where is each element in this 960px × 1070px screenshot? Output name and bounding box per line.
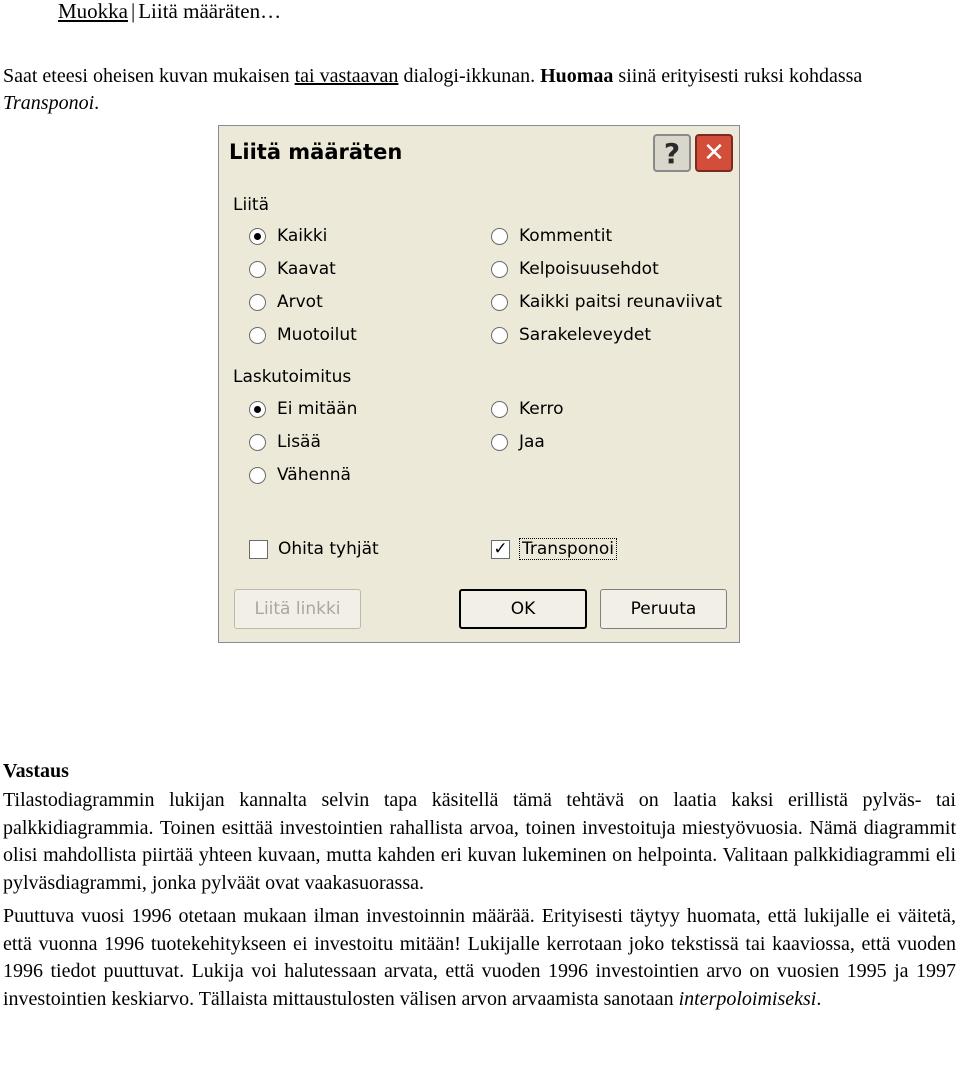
intro-text-3: siinä erityisesti ruksi kohdassa: [613, 65, 863, 87]
radio-divide-label: Jaa: [519, 432, 545, 452]
transpose-checkbox[interactable]: [491, 539, 616, 559]
radio-all-circle[interactable]: [249, 228, 266, 245]
radio-column-widths[interactable]: [491, 325, 651, 345]
radio-formulas[interactable]: [249, 259, 336, 279]
paste-link-button[interactable]: Liitä linkki: [234, 589, 361, 629]
close-x-icon[interactable]: ✕: [695, 134, 733, 172]
radio-column-widths-circle[interactable]: [491, 327, 508, 344]
menu-paste-special: Liitä määräten…: [138, 0, 282, 23]
radio-all-label: Kaikki: [277, 226, 328, 246]
cancel-button[interactable]: Peruuta: [600, 589, 727, 629]
radio-comments[interactable]: [491, 226, 612, 246]
radio-formats-label: Muotoilut: [277, 325, 357, 345]
radio-formulas-label: Kaavat: [277, 259, 336, 279]
radio-add[interactable]: [249, 432, 321, 452]
ok-button[interactable]: OK: [459, 589, 587, 629]
radio-column-widths-label: Sarakeleveydet: [519, 325, 651, 345]
radio-multiply-circle[interactable]: [491, 401, 508, 418]
radio-subtract-circle[interactable]: [249, 467, 266, 484]
radio-none[interactable]: [249, 399, 357, 419]
paste-group-label: Liitä: [233, 195, 270, 215]
intro-bold: Huomaa: [540, 65, 614, 87]
radio-formulas-circle[interactable]: [249, 261, 266, 278]
radio-subtract-label: Vähennä: [277, 465, 351, 485]
radio-multiply[interactable]: [491, 399, 563, 419]
radio-comments-label: Kommentit: [519, 226, 613, 246]
radio-formats[interactable]: [249, 325, 357, 345]
answer-paragraph-2-italic: interpoloimiseksi: [678, 987, 817, 1010]
dialog-titlebar: [219, 126, 739, 182]
radio-values-label: Arvot: [277, 292, 323, 312]
radio-values[interactable]: [249, 292, 323, 312]
skip-blanks-label: Ohita tyhjät: [278, 539, 379, 559]
radio-validation-label: Kelpoisuusehdot: [519, 259, 659, 279]
radio-multiply-label: Kerro: [519, 399, 564, 419]
dialog-title: Liitä määräten: [229, 140, 403, 164]
answer-section: [3, 760, 956, 1019]
paste-special-dialog: [218, 125, 740, 643]
menu-edit: Muokka: [58, 0, 128, 23]
intro-underlined: tai vastaavan: [294, 65, 399, 87]
intro-text-1: Saat eteesi oheisen kuvan mukaisen: [3, 65, 295, 87]
intro-text-2: dialogi-ikkunan.: [398, 65, 541, 87]
skip-blanks-checkbox[interactable]: [249, 539, 379, 559]
skip-blanks-box[interactable]: [249, 540, 268, 559]
radio-none-circle[interactable]: [249, 401, 266, 418]
answer-paragraph-1: Tilastodiagrammin lukijan kannalta selvin tapa käsitellä tämä tehtävä on laatia kaksi erillistä pylväs- tai palkkidiagrammia. Toinen esittää investointien rahallista arvoa, toinen investoituja miestyövuosia. Nämä diagrammit olisi mahdollista piirtää yhteen kuvaan, mutta kahden eri kuvan lukeminen on helpointa. Valitaan palkkidiagrammi eli pylväsdiagrammi, jonka pylväät ovat vaakasuorassa.: [3, 789, 956, 894]
radio-all-except-borders-label: Kaikki paitsi reunaviivat: [519, 292, 723, 312]
intro-italic: Transponoi: [3, 92, 95, 114]
radio-none-label: Ei mitään: [277, 399, 358, 419]
intro-paragraph: [3, 63, 953, 117]
answer-paragraph-2: [3, 903, 956, 1013]
intro-text-4: .: [94, 92, 100, 114]
radio-values-circle[interactable]: [249, 294, 266, 311]
radio-validation[interactable]: [491, 259, 659, 279]
answer-paragraph-2-end: .: [816, 987, 822, 1010]
transpose-box[interactable]: ✓: [491, 540, 510, 559]
radio-divide-circle[interactable]: [491, 434, 508, 451]
operation-group-label: Laskutoimitus: [233, 367, 352, 387]
radio-all-except-borders[interactable]: [491, 292, 722, 312]
answer-paragraph-2-text: Puuttuva vuosi 1996 otetaan mukaan ilman investoinnin määrää. Erityisesti täytyy huomata, että lukijalle ei väitetä, että vuonna 1996 tuotekehitykseen ei investoitu mitään! Lukijalle kerrotaan joko tekstissä tai kaaviossa, että vuoden 1996 tiedot puuttuvat. Lukija voi halutessaan arvata, että vuoden 1996 investointien arvo on vuosien 1995 ja 1997 investointien keskiarvo. Tällaista mittaustulosten välisen arvon arvaamista sanotaan: [3, 905, 956, 1010]
radio-validation-circle[interactable]: [491, 261, 508, 278]
transpose-label: Transponoi: [522, 539, 615, 559]
radio-add-circle[interactable]: [249, 434, 266, 451]
radio-comments-circle[interactable]: [491, 228, 508, 245]
radio-formats-circle[interactable]: [249, 327, 266, 344]
question-mark-icon[interactable]: ?: [653, 134, 691, 172]
radio-add-label: Lisää: [277, 432, 321, 452]
radio-subtract[interactable]: [249, 465, 351, 485]
answer-heading: Vastaus: [3, 760, 69, 782]
radio-all[interactable]: [249, 226, 327, 246]
radio-all-except-borders-circle[interactable]: [491, 294, 508, 311]
radio-divide[interactable]: [491, 432, 545, 452]
menu-separator: |: [131, 0, 136, 23]
menu-path: [58, 0, 281, 24]
